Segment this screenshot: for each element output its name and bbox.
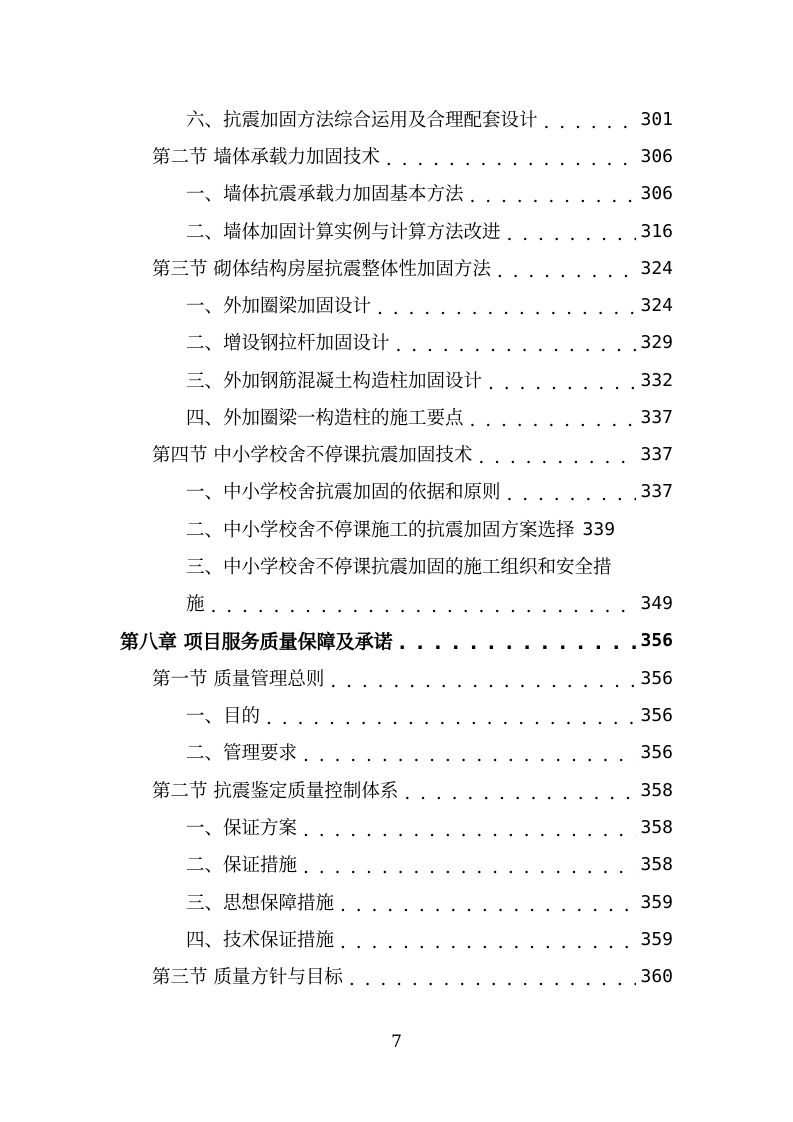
toc-entry-page: 337 xyxy=(640,480,673,502)
dot-leader xyxy=(497,261,637,282)
toc-entry-label: 第二节 墙体承载力加固技术 xyxy=(152,147,380,168)
toc-entry-label: 二、增设钢拉杆加固设计 xyxy=(186,333,390,354)
toc-entry-label: 施 xyxy=(186,594,205,615)
toc-entry[interactable] xyxy=(186,473,673,509)
toc-entry-page: 356 xyxy=(640,704,673,726)
toc-entry[interactable] xyxy=(152,660,673,696)
toc-entry-label: 第二节 抗震鉴定质量控制体系 xyxy=(152,781,399,802)
toc-entry-label: 一、外加圈梁加固设计 xyxy=(186,296,372,317)
toc-entry-label: 四、技术保证措施 xyxy=(186,930,335,951)
toc-entry[interactable] xyxy=(186,734,673,770)
toc-entry[interactable] xyxy=(152,250,673,286)
toc-entry[interactable] xyxy=(186,101,673,137)
toc-entry-label: 第三节 砌体结构房屋抗震整体性加固方法 xyxy=(152,259,491,280)
dot-leader xyxy=(399,632,637,654)
toc-entry[interactable] xyxy=(152,958,673,994)
toc-entry-page: 358 xyxy=(640,779,673,801)
dot-leader xyxy=(211,596,637,617)
dot-leader xyxy=(303,745,636,766)
toc-entry[interactable] xyxy=(152,772,673,808)
toc-entry-page: 301 xyxy=(640,108,673,130)
toc-entry-page: 316 xyxy=(640,220,673,242)
dot-leader xyxy=(404,783,636,804)
toc-entry-page: 349 xyxy=(640,592,673,614)
toc-entry-page: 359 xyxy=(640,891,673,913)
toc-chapter-entry[interactable] xyxy=(120,622,673,658)
toc-entry-page: 356 xyxy=(640,741,673,763)
toc-entry[interactable] xyxy=(186,511,673,547)
dot-leader xyxy=(377,298,636,319)
toc-entry[interactable] xyxy=(186,213,673,249)
toc-entry-label: 一、保证方案 xyxy=(186,818,298,839)
toc-entry-label: 第一节 质量管理总则 xyxy=(152,669,325,690)
toc-entry[interactable] xyxy=(152,138,673,174)
dot-leader xyxy=(507,484,637,505)
toc-entry-page: 306 xyxy=(640,145,673,167)
toc-entry-label: 四、外加圈梁一构造柱的施工要点 xyxy=(186,408,464,429)
dot-leader xyxy=(396,335,637,356)
toc-entry-label: 二、保证措施 xyxy=(186,855,298,876)
toc-entry-label: 二、管理要求 xyxy=(186,743,298,764)
toc-entry-label: 第三节 质量方针与目标 xyxy=(152,967,343,988)
toc-entry-page: 324 xyxy=(640,257,673,279)
dot-leader xyxy=(470,410,637,431)
toc-entry-label: 一、目的 xyxy=(186,706,261,727)
toc-entry-label: 一、墙体抗震承载力加固基本方法 xyxy=(186,184,464,205)
toc-entry-page: 337 xyxy=(640,443,673,465)
toc-entry-page: 356 xyxy=(640,667,673,689)
dot-leader xyxy=(349,969,637,990)
toc-entry-label: 六、抗震加固方法综合运用及合理配套设计 xyxy=(186,110,538,131)
toc-entry[interactable] xyxy=(152,436,673,472)
toc-entry-page: 332 xyxy=(640,369,673,391)
toc-entry[interactable] xyxy=(186,362,673,398)
toc-entry-label: 二、墙体加固计算实例与计算方法改进 xyxy=(186,222,501,243)
toc-entry-page: 359 xyxy=(640,928,673,950)
toc-entry-page: 358 xyxy=(640,853,673,875)
dot-leader xyxy=(478,447,636,468)
dot-leader xyxy=(488,373,636,394)
toc-entry[interactable] xyxy=(186,884,673,920)
toc-entry[interactable] xyxy=(186,287,673,323)
toc-entry-label: 三、思想保障措施 xyxy=(186,893,335,914)
toc-entry-page: 360 xyxy=(640,965,673,987)
toc-entry-label: 三、外加钢筋混凝土构造柱加固设计 xyxy=(186,371,483,392)
dot-leader xyxy=(470,186,637,207)
toc-entry[interactable] xyxy=(186,175,673,211)
toc-entry[interactable] xyxy=(186,548,673,584)
toc-entry-label: 三、中小学校舍不停课抗震加固的施工组织和安全措 xyxy=(186,557,612,578)
toc-entry[interactable] xyxy=(186,846,673,882)
dot-leader xyxy=(303,857,636,878)
toc-entry-label: 一、中小学校舍抗震加固的依据和原则 xyxy=(186,482,501,503)
toc-entry[interactable] xyxy=(186,809,673,845)
toc-entry-page: 324 xyxy=(640,294,673,316)
dot-leader xyxy=(266,708,636,729)
toc-entry[interactable] xyxy=(186,324,673,360)
page-number: 7 xyxy=(391,1032,402,1052)
toc-entry[interactable] xyxy=(186,921,673,957)
dot-leader xyxy=(340,932,636,953)
toc-entry-page: 329 xyxy=(640,331,673,353)
dot-leader xyxy=(386,149,637,170)
toc-entry-page: 356 xyxy=(640,629,673,651)
toc-entry-page: 306 xyxy=(640,182,673,204)
toc-entry[interactable] xyxy=(186,399,673,435)
toc-entry-page: 339 xyxy=(582,518,616,540)
toc-entry-page: 358 xyxy=(640,816,673,838)
dot-leader xyxy=(340,895,636,916)
toc-entry-label: 第四节 中小学校舍不停课抗震加固技术 xyxy=(152,445,473,466)
toc-entry-page: 337 xyxy=(640,406,673,428)
toc-entry-label: 第八章 项目服务质量保障及承诺 xyxy=(120,630,393,653)
toc-entry-label: 二、中小学校舍不停课施工的抗震加固方案选择 xyxy=(186,520,575,541)
dot-leader xyxy=(303,820,636,841)
toc-entry[interactable] xyxy=(186,697,673,733)
dot-leader xyxy=(330,671,636,692)
dot-leader xyxy=(507,224,637,245)
toc-entry-continuation[interactable] xyxy=(186,585,673,621)
dot-leader xyxy=(544,112,637,133)
